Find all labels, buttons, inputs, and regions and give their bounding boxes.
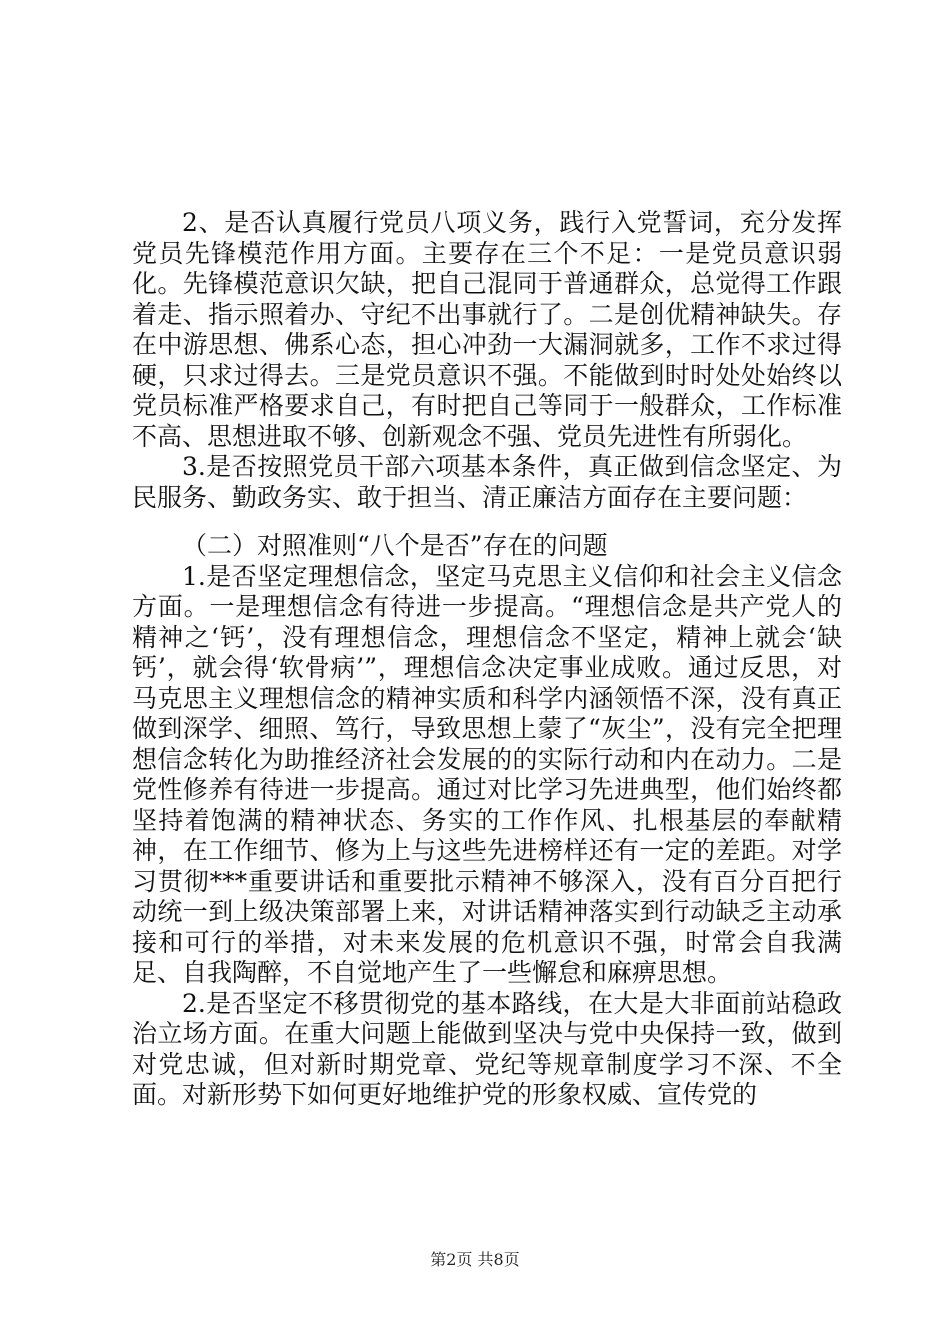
paragraph-obligations: 2、是否认真履行党员八项义务，践行入党誓词，充分发挥党员先锋模范作用方面。主要存在三个不足：一是党员意识弱化。先锋模范意识欠缺，把自己混同于普通群众，总觉得工作跟着走、指示照着办、守纪不出事就行了。二是创优精神缺失。存在中游思想、佛系心态，担心冲劲一大漏洞就多，工作不求过得硬，只求过得去。三是党员意识不强。不能做到时时处处始终以党员标准严格要求自己，有时把自己等同于一般群众，工作标准不高、思想进取不够、创新观念不强、党员先进性有所弱化。 [132,208,842,451]
paragraph-party-line: 2.是否坚定不移贯彻党的基本路线，在大是大非面前站稳政治立场方面。在重大问题上能做到坚决与党中央保持一致，做到对党忠诚，但对新时期党章、党纪等规章制度学习不深、不全面。对新形势下如何更好地维护党的形象权威、宣传党的 [132,988,842,1109]
document-body [132,208,842,1111]
paragraph-six-conditions: 3.是否按照党员干部六项基本条件，真正做到信念坚定、为民服务、勤政务实、敢于担当、清正廉洁方面存在主要问题： [132,452,842,512]
page-number-footer: 第2页 共8页 [430,1250,520,1269]
section-heading: （二）对照准则“八个是否”存在的问题 [182,531,608,560]
paragraph-ideals-beliefs: 1.是否坚定理想信念，坚定马克思主义信仰和社会主义信念方面。一是理想信念有待进一步提高。“理想信念是共产党人的精神之‘钙’，没有理想信念，理想信念不坚定，精神上就会‘缺钙’，就会得‘软骨病’”，理想信念决定事业成败。通过反思，对马克思主义理想信念的精神实质和科学内涵领悟不深，没有真正做到深学、细照、笃行，导致思想上蒙了“灰尘”，没有完全把理想信念转化为助推经济社会发展的的实际行动和内在动力。二是党性修养有待进一步提高。通过对比学习先进典型，他们始终都坚持着饱满的精神状态、务实的工作作风、扎根基层的奉献精神，在工作细节、修为上与这些先进榜样还有一定的差距。对学习贯彻***重要讲话和重要批示精神不够深入，没有百分百把行动统一到上级决策部署上来，对讲话精神落实到行动缺乏主动承接和可行的举措，对未来发展的危机意识不强，时常会自我满足、自我陶醉，不自觉地产生了一些懈怠和麻痹思想。 [132,561,842,987]
